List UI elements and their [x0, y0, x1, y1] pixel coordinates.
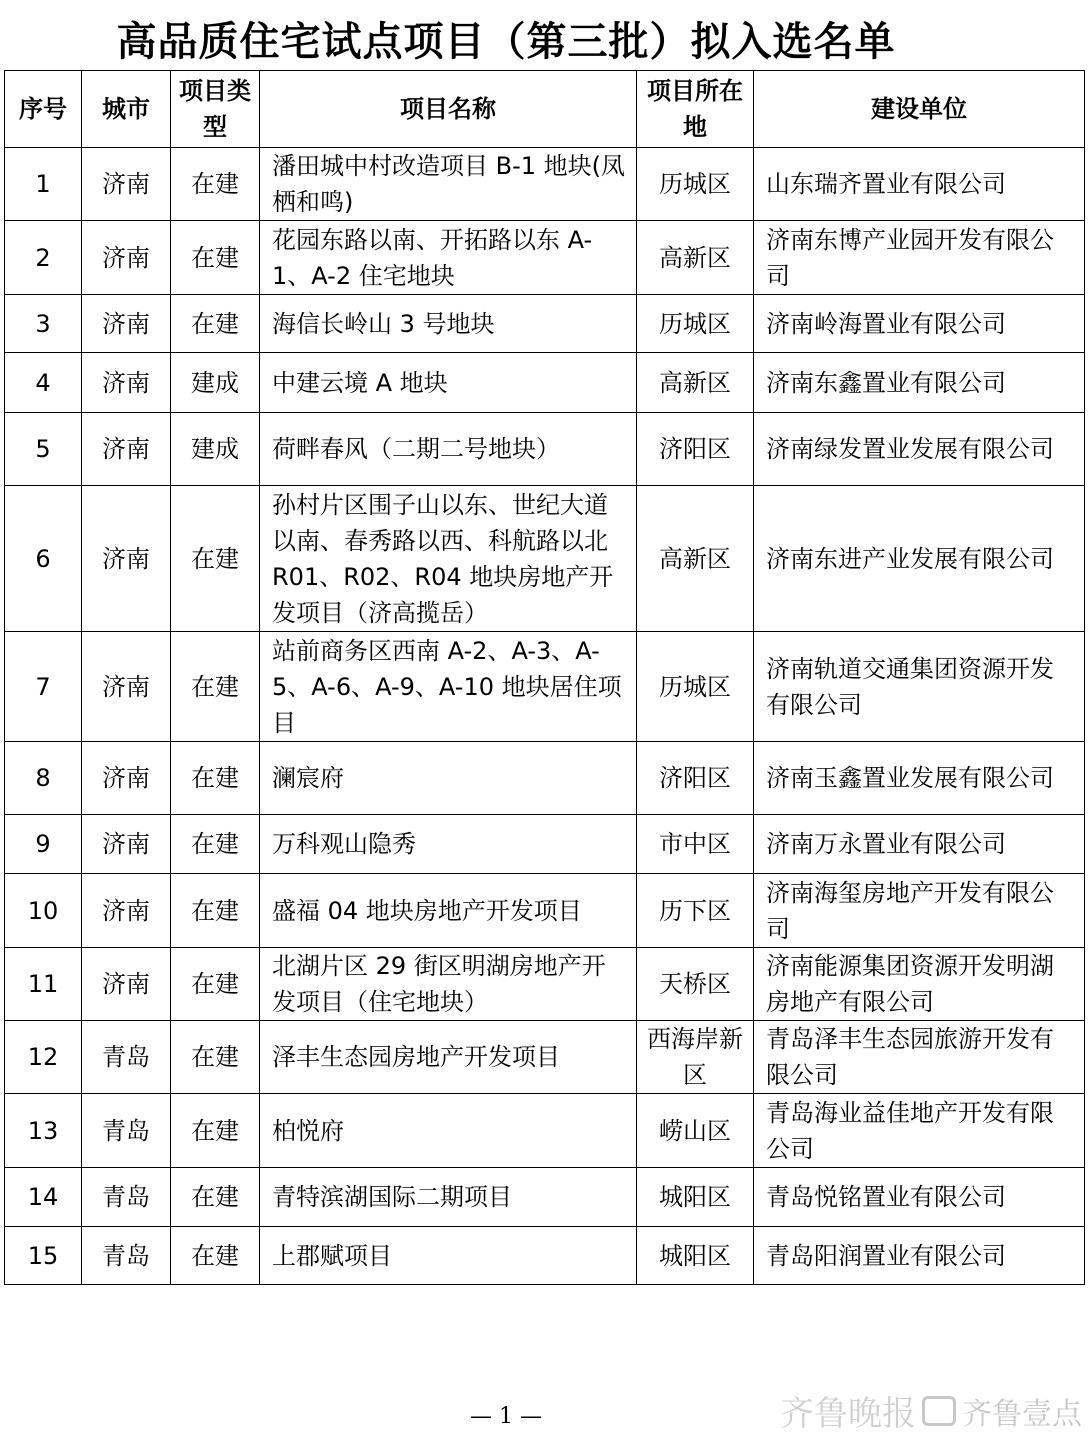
- cell-location: 高新区: [637, 486, 754, 632]
- table-row: [5, 1094, 1085, 1168]
- cell-type: 在建: [171, 221, 260, 295]
- cell-location: 历城区: [637, 148, 754, 221]
- document-title: 高品质住宅试点项目（第三批）拟入选名单: [116, 18, 896, 65]
- cell-city: 济南: [82, 486, 171, 632]
- cell-developer: 济南能源集团资源开发明湖房地产有限公司: [754, 948, 1085, 1021]
- cell-name: 北湖片区 29 街区明湖房地产开发项目（住宅地块）: [260, 948, 637, 1021]
- cell-location: 高新区: [637, 353, 754, 413]
- cell-type: 在建: [171, 1094, 260, 1168]
- cell-city: 青岛: [82, 1094, 171, 1168]
- cell-developer: 济南玉鑫置业发展有限公司: [754, 742, 1085, 815]
- cell-developer: 济南岭海置业有限公司: [754, 295, 1085, 353]
- table-header-row: [5, 71, 1085, 148]
- cell-type: 在建: [171, 486, 260, 632]
- cell-type: 建成: [171, 353, 260, 413]
- cell-city: 济南: [82, 815, 171, 874]
- project-list-table: [4, 70, 1085, 1285]
- cell-type: 在建: [171, 742, 260, 815]
- cell-name: 澜宸府: [260, 742, 637, 815]
- cell-type: 在建: [171, 632, 260, 742]
- cell-name: 中建云境 A 地块: [260, 353, 637, 413]
- cell-location: 历城区: [637, 632, 754, 742]
- header-developer: 建设单位: [754, 71, 1085, 148]
- cell-developer: 济南东博产业园开发有限公司: [754, 221, 1085, 295]
- cell-name: 海信长岭山 3 号地块: [260, 295, 637, 353]
- cell-type: 在建: [171, 1227, 260, 1285]
- cell-seq: 13: [5, 1094, 82, 1168]
- cell-developer: 青岛悦铭置业有限公司: [754, 1168, 1085, 1227]
- table-row: [5, 742, 1085, 815]
- cell-city: 济南: [82, 221, 171, 295]
- cell-type: 在建: [171, 1168, 260, 1227]
- cell-location: 城阳区: [637, 1227, 754, 1285]
- cell-developer: 济南轨道交通集团资源开发有限公司: [754, 632, 1085, 742]
- header-name: 项目名称: [260, 71, 637, 148]
- watermark-brand-text: 齐鲁壹点: [962, 1396, 1082, 1432]
- page-number: — 1 —: [470, 1404, 542, 1429]
- cell-developer: 济南万永置业有限公司: [754, 815, 1085, 874]
- cell-city: 青岛: [82, 1021, 171, 1094]
- cell-developer: 青岛阳润置业有限公司: [754, 1227, 1085, 1285]
- table-row: [5, 413, 1085, 486]
- watermark-logo-text: 齐鲁晚报: [780, 1394, 916, 1434]
- cell-name: 潘田城中村改造项目 B-1 地块(凤栖和鸣): [260, 148, 637, 221]
- cell-type: 在建: [171, 1021, 260, 1094]
- cell-name: 青特滨湖国际二期项目: [260, 1168, 637, 1227]
- table-row: [5, 1021, 1085, 1094]
- watermark-app-icon: [922, 1396, 956, 1426]
- cell-city: 济南: [82, 874, 171, 948]
- cell-location: 济阳区: [637, 742, 754, 815]
- cell-seq: 4: [5, 353, 82, 413]
- cell-developer: 济南海玺房地产开发有限公司: [754, 874, 1085, 948]
- cell-location: 历下区: [637, 874, 754, 948]
- cell-location: 崂山区: [637, 1094, 754, 1168]
- cell-developer: 山东瑞齐置业有限公司: [754, 148, 1085, 221]
- cell-name: 上郡赋项目: [260, 1227, 637, 1285]
- table-row: [5, 221, 1085, 295]
- cell-seq: 1: [5, 148, 82, 221]
- cell-seq: 15: [5, 1227, 82, 1285]
- cell-developer: 济南绿发置业发展有限公司: [754, 413, 1085, 486]
- cell-city: 济南: [82, 295, 171, 353]
- cell-name: 站前商务区西南 A-2、A-3、A-5、A-6、A-9、A-10 地块居住项目: [260, 632, 637, 742]
- cell-name: 荷畔春风（二期二号地块）: [260, 413, 637, 486]
- cell-location: 天桥区: [637, 948, 754, 1021]
- cell-type: 在建: [171, 815, 260, 874]
- table-row: [5, 353, 1085, 413]
- cell-developer: 济南东鑫置业有限公司: [754, 353, 1085, 413]
- cell-seq: 6: [5, 486, 82, 632]
- cell-city: 济南: [82, 632, 171, 742]
- header-seq: 序号: [5, 71, 82, 148]
- cell-seq: 7: [5, 632, 82, 742]
- watermark: [780, 1386, 1082, 1435]
- table-row: [5, 1227, 1085, 1285]
- cell-city: 济南: [82, 413, 171, 486]
- cell-location: 历城区: [637, 295, 754, 353]
- table-row: [5, 1168, 1085, 1227]
- cell-seq: 14: [5, 1168, 82, 1227]
- cell-location: 市中区: [637, 815, 754, 874]
- cell-seq: 5: [5, 413, 82, 486]
- cell-seq: 3: [5, 295, 82, 353]
- cell-city: 青岛: [82, 1227, 171, 1285]
- table-row: [5, 486, 1085, 632]
- cell-type: 在建: [171, 148, 260, 221]
- cell-name: 孙村片区围子山以东、世纪大道以南、春秀路以西、科航路以北 R01、R02、R04 地块房地产开发项目（济高揽岳）: [260, 486, 637, 632]
- table-row: [5, 295, 1085, 353]
- table-row: [5, 632, 1085, 742]
- cell-developer: 青岛泽丰生态园旅游开发有限公司: [754, 1021, 1085, 1094]
- cell-location: 济阳区: [637, 413, 754, 486]
- cell-name: 柏悦府: [260, 1094, 637, 1168]
- table-row: [5, 148, 1085, 221]
- cell-type: 建成: [171, 413, 260, 486]
- cell-city: 济南: [82, 148, 171, 221]
- cell-name: 万科观山隐秀: [260, 815, 637, 874]
- cell-location: 西海岸新区: [637, 1021, 754, 1094]
- cell-seq: 8: [5, 742, 82, 815]
- cell-name: 花园东路以南、开拓路以东 A-1、A-2 住宅地块: [260, 221, 637, 295]
- cell-city: 济南: [82, 353, 171, 413]
- cell-seq: 2: [5, 221, 82, 295]
- cell-seq: 9: [5, 815, 82, 874]
- header-location: 项目所在地: [637, 71, 754, 148]
- header-city: 城市: [82, 71, 171, 148]
- cell-city: 济南: [82, 742, 171, 815]
- cell-type: 在建: [171, 874, 260, 948]
- table-row: [5, 948, 1085, 1021]
- table-row: [5, 874, 1085, 948]
- cell-seq: 11: [5, 948, 82, 1021]
- cell-city: 济南: [82, 948, 171, 1021]
- cell-seq: 12: [5, 1021, 82, 1094]
- cell-type: 在建: [171, 295, 260, 353]
- cell-name: 泽丰生态园房地产开发项目: [260, 1021, 637, 1094]
- cell-developer: 青岛海业益佳地产开发有限公司: [754, 1094, 1085, 1168]
- cell-city: 青岛: [82, 1168, 171, 1227]
- cell-type: 在建: [171, 948, 260, 1021]
- cell-location: 城阳区: [637, 1168, 754, 1227]
- header-type: 项目类型: [171, 71, 260, 148]
- cell-seq: 10: [5, 874, 82, 948]
- table-row: [5, 815, 1085, 874]
- cell-developer: 济南东进产业发展有限公司: [754, 486, 1085, 632]
- cell-name: 盛福 04 地块房地产开发项目: [260, 874, 637, 948]
- cell-location: 高新区: [637, 221, 754, 295]
